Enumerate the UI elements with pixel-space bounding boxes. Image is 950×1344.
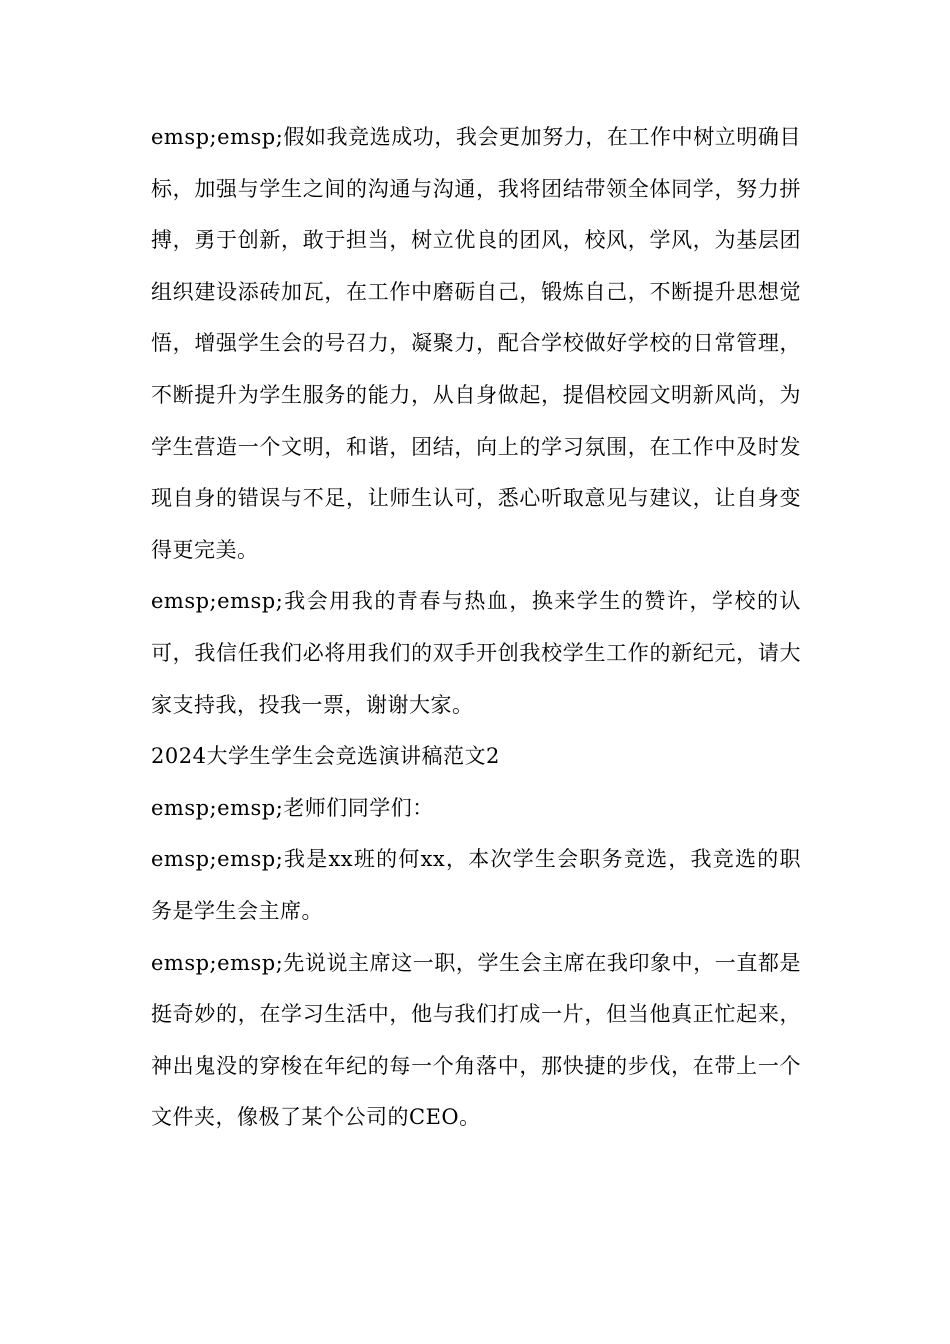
paragraph-closing-appeal: emsp;emsp;我会用我的青春与热血，换来学生的赞许，学校的认可，我信任我们必将用我们的双手开创我校学生工作的新纪元，请大家支持我，投我一票，谢谢大家。 [151,589,801,717]
paragraph-introduction: emsp;emsp;我是xx班的何xx，本次学生会职务竞选，我竞选的职务是学生会主席。 [151,847,801,923]
document-body [151,112,801,1144]
paragraph-campaign-promise: emsp;emsp;假如我竞选成功，我会更加努力，在工作中树立明确目标，加强与学生之间的沟通与沟通，我将团结带领全体同学，努力拼搏，勇于创新，敢于担当，树立优良的团风，校风，学风，为基层团组织建设添砖加瓦，在工作中磨砺自己，锻炼自己，不断提升思想觉悟，增强学生会的号召力，凝聚力，配合学校做好学校的日常管理，不断提升为学生服务的能力，从自身做起，提倡校园文明新风尚，为学生营造一个文明，和谐，团结，向上的学习氛围，在工作中及时发现自身的错误与不足，让师生认可，悉心听取意见与建议，让自身变得更完美。 [151,125,801,562]
paragraph-chairman-description: emsp;emsp;先说说主席这一职，学生会主席在我印象中，一直都是挺奇妙的，在学习生活中，他与我们打成一片，但当他真正忙起来，神出鬼没的穿梭在年纪的每一个角落中，那快捷的步伐，在带上一个文件夹，像极了某个公司的CEO。 [151,950,801,1130]
paragraph-greeting: emsp;emsp;老师们同学们： [151,795,434,820]
section-heading: 2024大学生学生会竞选演讲稿范文2 [151,744,500,769]
